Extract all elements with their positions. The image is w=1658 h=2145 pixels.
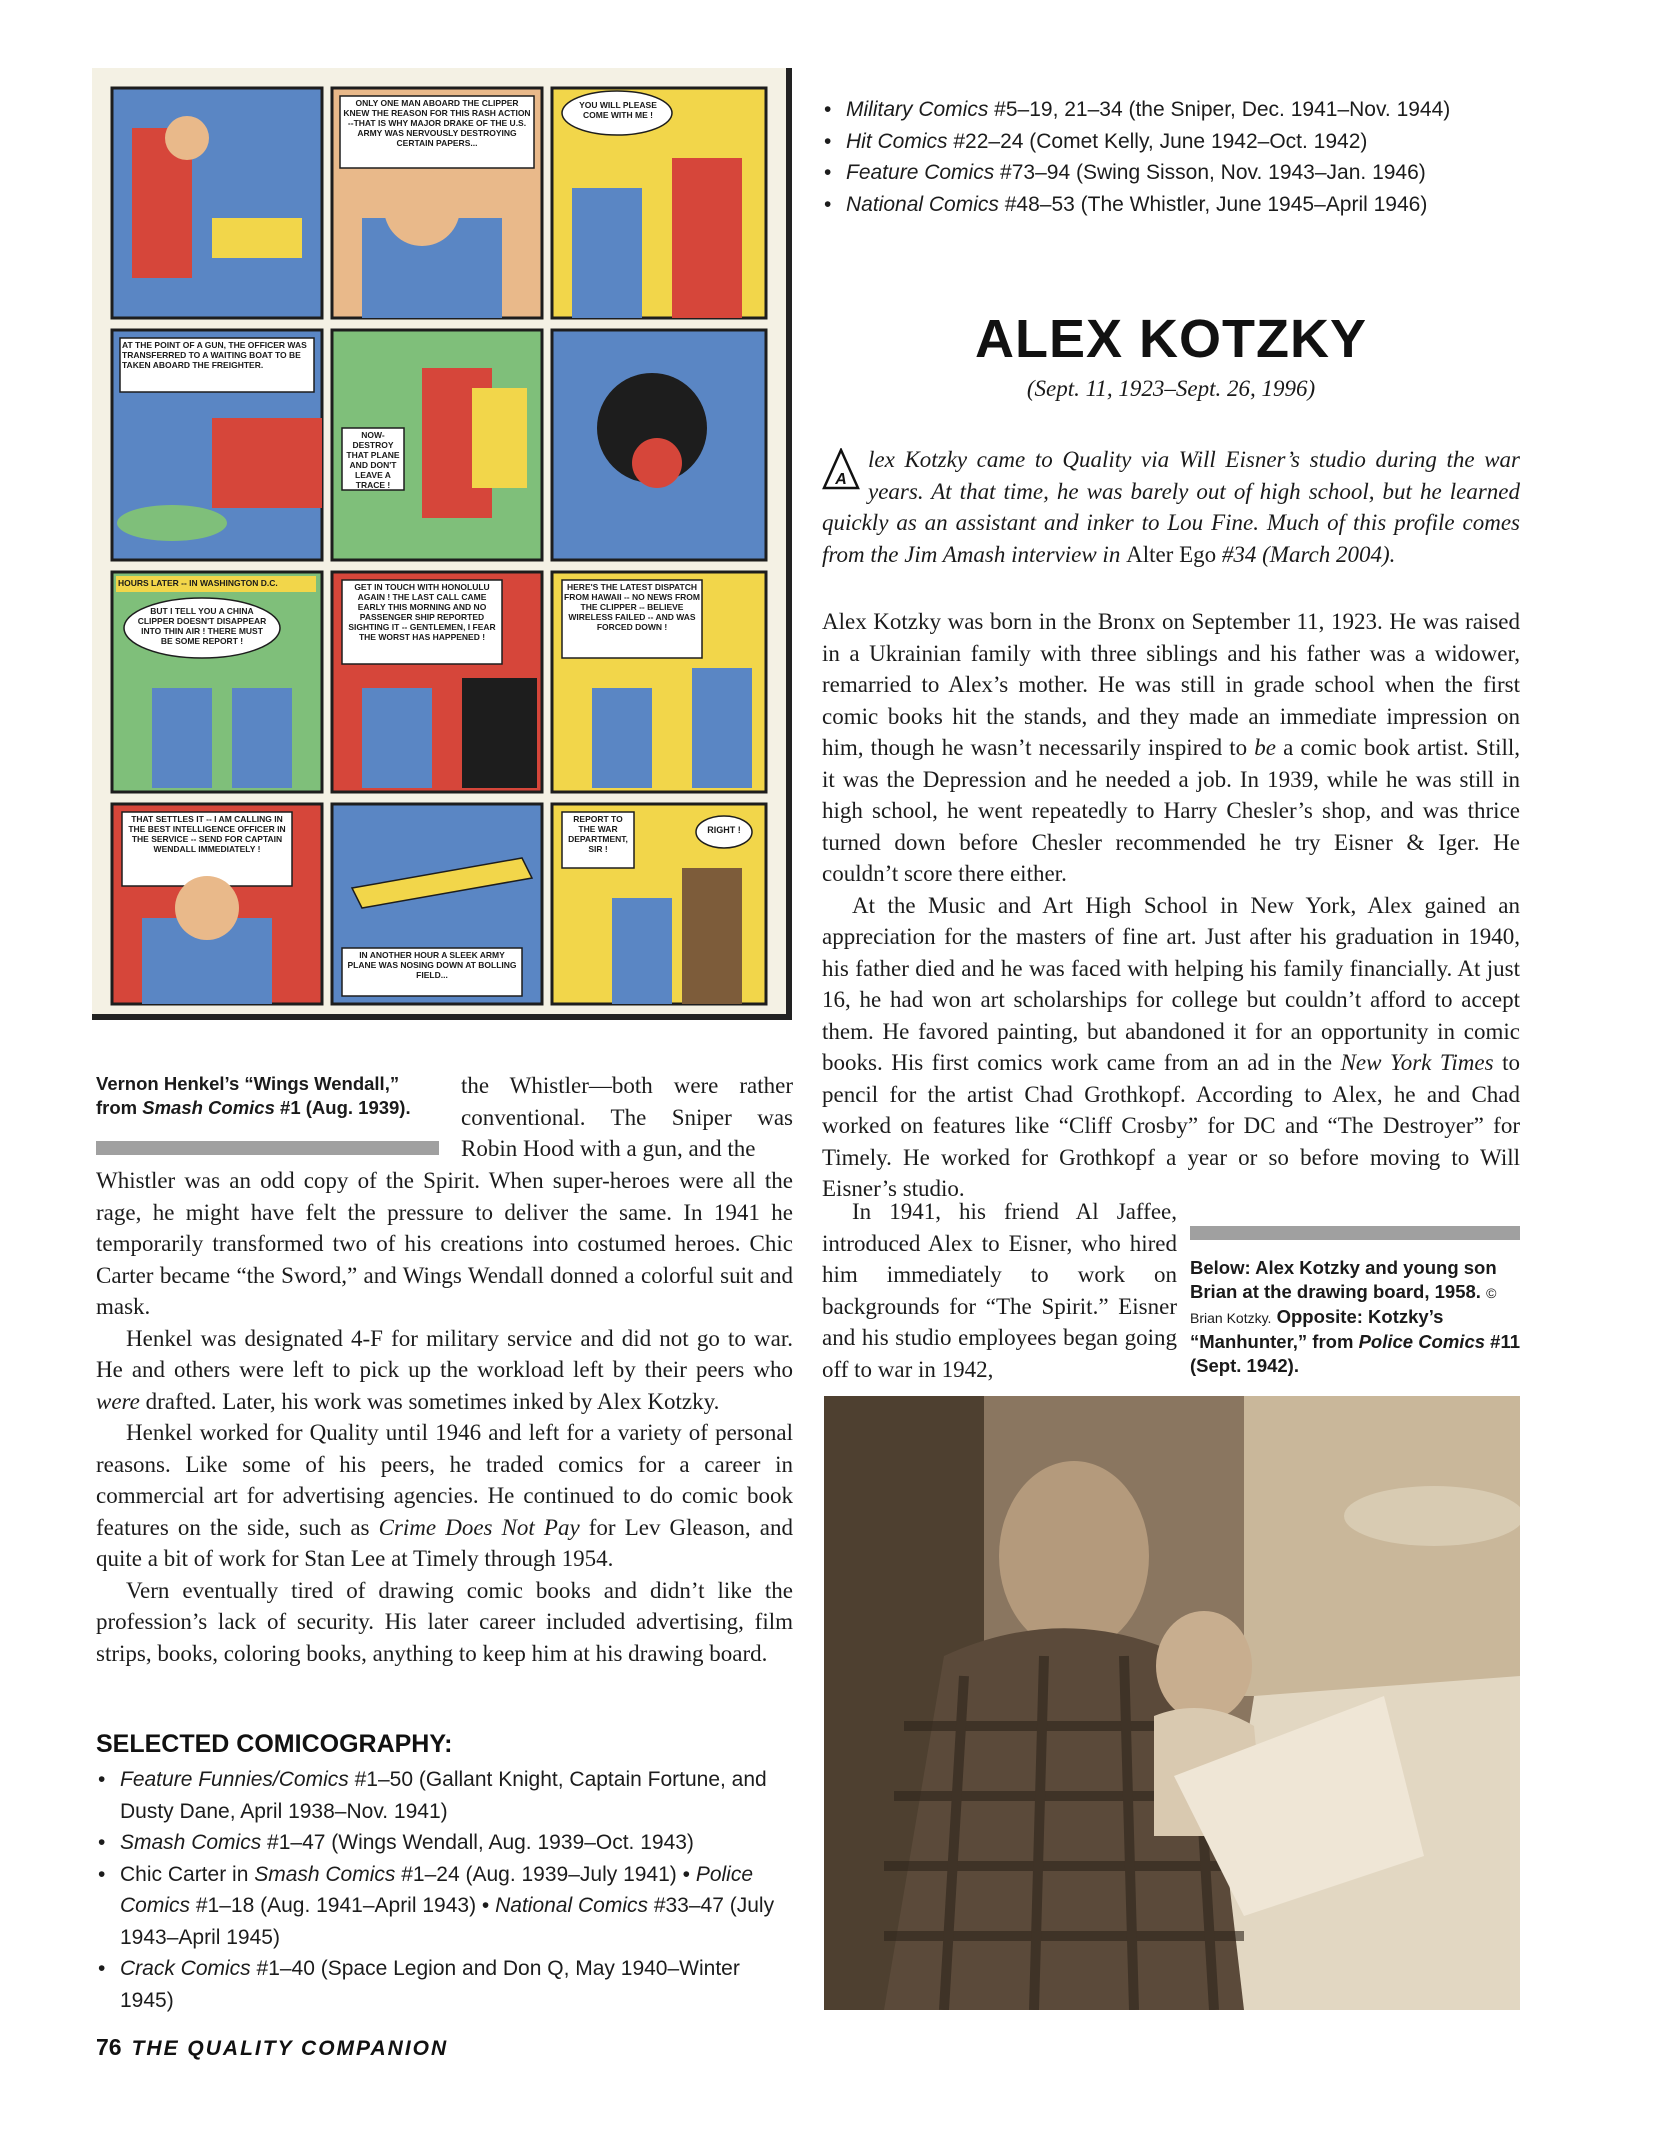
- comic-panels-svg: [92, 68, 786, 1014]
- list-item: • Smash Comics #1–47 (Wings Wendall, Aug. 1939–Oct. 1943): [96, 1827, 793, 1859]
- comic-balloon-text: REPORT TO THE WAR DEPARTMENT, SIR !: [568, 814, 628, 854]
- list-item: • Hit Comics #22–24 (Comet Kelly, June 1942–Oct. 1942): [822, 126, 1522, 158]
- comic-figure: [682, 868, 742, 1004]
- dropcap-icon: [822, 448, 860, 490]
- comic-explosion: [632, 438, 682, 488]
- comic-balloon-text: RIGHT !: [707, 825, 741, 835]
- comic-balloon-text: HERE'S THE LATEST DISPATCH FROM HAWAII -- NO NEWS FROM THE CLIPPER -- BELIEVE WIRELESS FAILED -- AND WAS FORCED DOWN !: [564, 582, 700, 632]
- comic-prop: [212, 218, 302, 258]
- comic-caption-text: HOURS LATER -- IN WASHINGTON D.C.: [118, 578, 278, 588]
- comic-figure: [672, 158, 742, 318]
- paragraph: Alex Kotzky was born in the Bronx on September 11, 1923. He was raised in a Ukrainian family with three siblings and his father was a widower, remarried to Alex’s mother. He was still in grade school when the first comic books hit the stands, and they made an immediate impression on him, though he wasn’t necessarily inspired to be a comic book artist. Still, it was the Depression and he needed a job. In 1939, while he was still in high school, he went repeatedly to Harry Chesler’s shop, and was thrice turned down before Chesler recommended he try Eisner & Iger. He couldn’t score there either.: [822, 609, 1520, 886]
- paragraph: Henkel worked for Quality until 1946 and left for a variety of personal reasons. Like some of his peers, he traded comics for a career in commercial art for advertising agencies. He continued to do comic book features on the side, such as Crime Does Not Pay for Lev Gleason, and quite a bit of work for Stan Lee at Timely through 1954.: [96, 1420, 793, 1571]
- comicography-heading: SELECTED COMICOGRAPHY:: [96, 1730, 453, 1758]
- comic-figure: [165, 116, 209, 160]
- list-item: • Feature Funnies/Comics #1–50 (Gallant Knight, Captain Fortune, and Dusty Dane, April 1938–Nov. 1941): [96, 1764, 793, 1827]
- top-comicography-list: [822, 94, 1522, 220]
- comic-caption-text: ONLY ONE MAN ABOARD THE CLIPPER KNEW THE REASON FOR THIS RASH ACTION --THAT IS WHY MAJOR DRAKE OF THE U.S. ARMY WAS NERVOUSLY DESTROYING CERTAIN PAPERS...: [343, 98, 531, 148]
- kotzky-photo: [824, 1396, 1520, 2010]
- left-column-body: [96, 1165, 793, 1669]
- comic-figure: [152, 688, 212, 788]
- comic-balloon-text: GET IN TOUCH WITH HONOLULU AGAIN ! THE LAST CALL CAME EARLY THIS MORNING AND NO PASSENGER SHIP REPORTED SIGHTING IT -- GENTLEMEN, I FEAR THE WORST HAS HAPPENED !: [348, 582, 496, 642]
- list-item: • Chic Carter in Smash Comics #1–24 (Aug. 1939–July 1941) • Police Comics #1–18 (Aug. 1941–April 1943) • National Comics #33–47 (July 1943–April 1945): [96, 1859, 793, 1954]
- comic-figure: [462, 678, 537, 788]
- page-number: 76: [96, 2034, 122, 2060]
- comic-figure: [362, 688, 432, 788]
- right-column-continued: [822, 1196, 1177, 1385]
- comic-balloon-text: YOU WILL PLEASE COME WITH ME !: [579, 100, 657, 120]
- article-intro: A lex Kotzky came to Quality via Will Eisner’s studio during the war years. At that time, he was barely out of high school, but he learned quickly as an assistant and inker to Lou Fine. Much of this profile comes from the Jim Amash interview in Alter Ego #34 (March 2004).: [822, 447, 1520, 567]
- comic-figure: [692, 668, 752, 788]
- svg-text:A: A: [835, 471, 847, 488]
- comic-balloon-text: THAT SETTLES IT -- I AM CALLING IN THE BEST INTELLIGENCE OFFICER IN THE SERVICE -- SEND FOR CAPTAIN WENDALL IMMEDIATELY !: [128, 814, 286, 854]
- photo-caption: Below: Alex Kotzky and young son Brian at the drawing board, 1958. © Brian Kotzky. Opposite: Kotzky’s “Manhunter,” from Police Comics #11 (Sept. 1942).: [1190, 1257, 1521, 1376]
- comic-caption-text: AT THE POINT OF A GUN, THE OFFICER WAS TRANSFERRED TO A WAITING BOAT TO BE TAKEN ABOARD THE FREIGHTER.: [122, 340, 307, 370]
- comic-figure: [592, 688, 652, 788]
- comic-caption-text: IN ANOTHER HOUR A SLEEK ARMY PLANE WAS NOSING DOWN AT BOLLING FIELD...: [347, 950, 517, 980]
- comic-page-illustration: [92, 68, 792, 1020]
- list-item: • Crack Comics #1–40 (Space Legion and Don Q, May 1940–Winter 1945): [96, 1953, 793, 2016]
- paragraph: Vern eventually tired of drawing comic books and didn’t like the profession’s lack of security. His later career included advertising, film strips, books, coloring books, anything to keep him at his drawing board.: [96, 1577, 793, 1666]
- comic-boat: [117, 505, 227, 541]
- comic-figure: [612, 898, 672, 1004]
- caption-divider: [1190, 1226, 1520, 1240]
- article-dates: (Sept. 11, 1923–Sept. 26, 1996): [1026, 376, 1316, 401]
- caption-divider: [96, 1141, 439, 1155]
- comic-ship: [212, 418, 322, 508]
- paragraph: In 1941, his friend Al Jaffee, introduced Alex to Eisner, who hired him immediately to work on backgrounds for “The Spirit.” Eisner and his studio employees began going off to war in 1942,: [822, 1199, 1177, 1382]
- comic-figure: [384, 170, 460, 246]
- comic-figure: [472, 388, 527, 488]
- comic-caption: Vernon Henkel’s “Wings Wendall,” from Smash Comics #1 (Aug. 1939).: [96, 1073, 411, 1118]
- article-title: ALEX KOTZKY: [974, 309, 1367, 369]
- list-item: • National Comics #48–53 (The Whistler, June 1945–April 1946): [822, 189, 1522, 221]
- comic-balloon-text: BUT I TELL YOU A CHINA CLIPPER DOESN'T DISAPPEAR INTO THIN AIR ! THERE MUST BE SOME REPORT !: [137, 606, 267, 646]
- comic-figure: [232, 688, 292, 788]
- list-item: • Feature Comics #73–94 (Swing Sisson, Nov. 1943–Jan. 1946): [822, 157, 1522, 189]
- book-title: THE QUALITY COMPANION: [131, 2037, 449, 2060]
- page-footer: [96, 2034, 448, 2061]
- list-item: • Military Comics #5–19, 21–34 (the Sniper, Dec. 1941–Nov. 1944): [822, 94, 1522, 126]
- comicography-list: [96, 1764, 793, 2016]
- paragraph: Henkel was designated 4-F for military service and did not go to war. He and others were left to pick up the workload left by their peers who were drafted. Later, his work was sometimes inked by Alex Kotzky.: [96, 1325, 793, 1414]
- comic-figure: [572, 188, 642, 318]
- left-column-start: [461, 1070, 793, 1165]
- comic-figure: [175, 876, 239, 940]
- right-column-body: [822, 606, 1520, 1205]
- paragraph: the Whistler—both were rather conventional. The Sniper was Robin Hood with a gun, and the: [461, 1073, 793, 1161]
- comic-balloon-text: NOW-DESTROY THAT PLANE AND DON'T LEAVE A TRACE !: [346, 430, 400, 490]
- paragraph: Whistler was an odd copy of the Spirit. When super-heroes were all the rage, he might have felt the pressure to deliver the same. In 1941 he temporarily transformed two of his creations into costumed heroes. Chic Carter became “the Sword,” and Wings Wendall donned a colorful suit and mask.: [96, 1168, 793, 1319]
- paragraph: At the Music and Art High School in New York, Alex gained an appreciation for the masters of fine art. Just after his graduation in 1940, his father died and he was faced with helping his family financially. At just 16, he had won art scholarships for college but couldn’t afford to accept them. He favored painting, but abandoned it for an opportunity in comic books. His first comics work came from an ad in the New York Times to pencil for the artist Chad Grothkopf. According to Alex, he and Chad worked on features like “Cliff Crosby” for DC and “The Destroyer” for Timely. He worked for Grothkopf a year or so before moving to Will Eisner’s studio.: [822, 892, 1520, 1201]
